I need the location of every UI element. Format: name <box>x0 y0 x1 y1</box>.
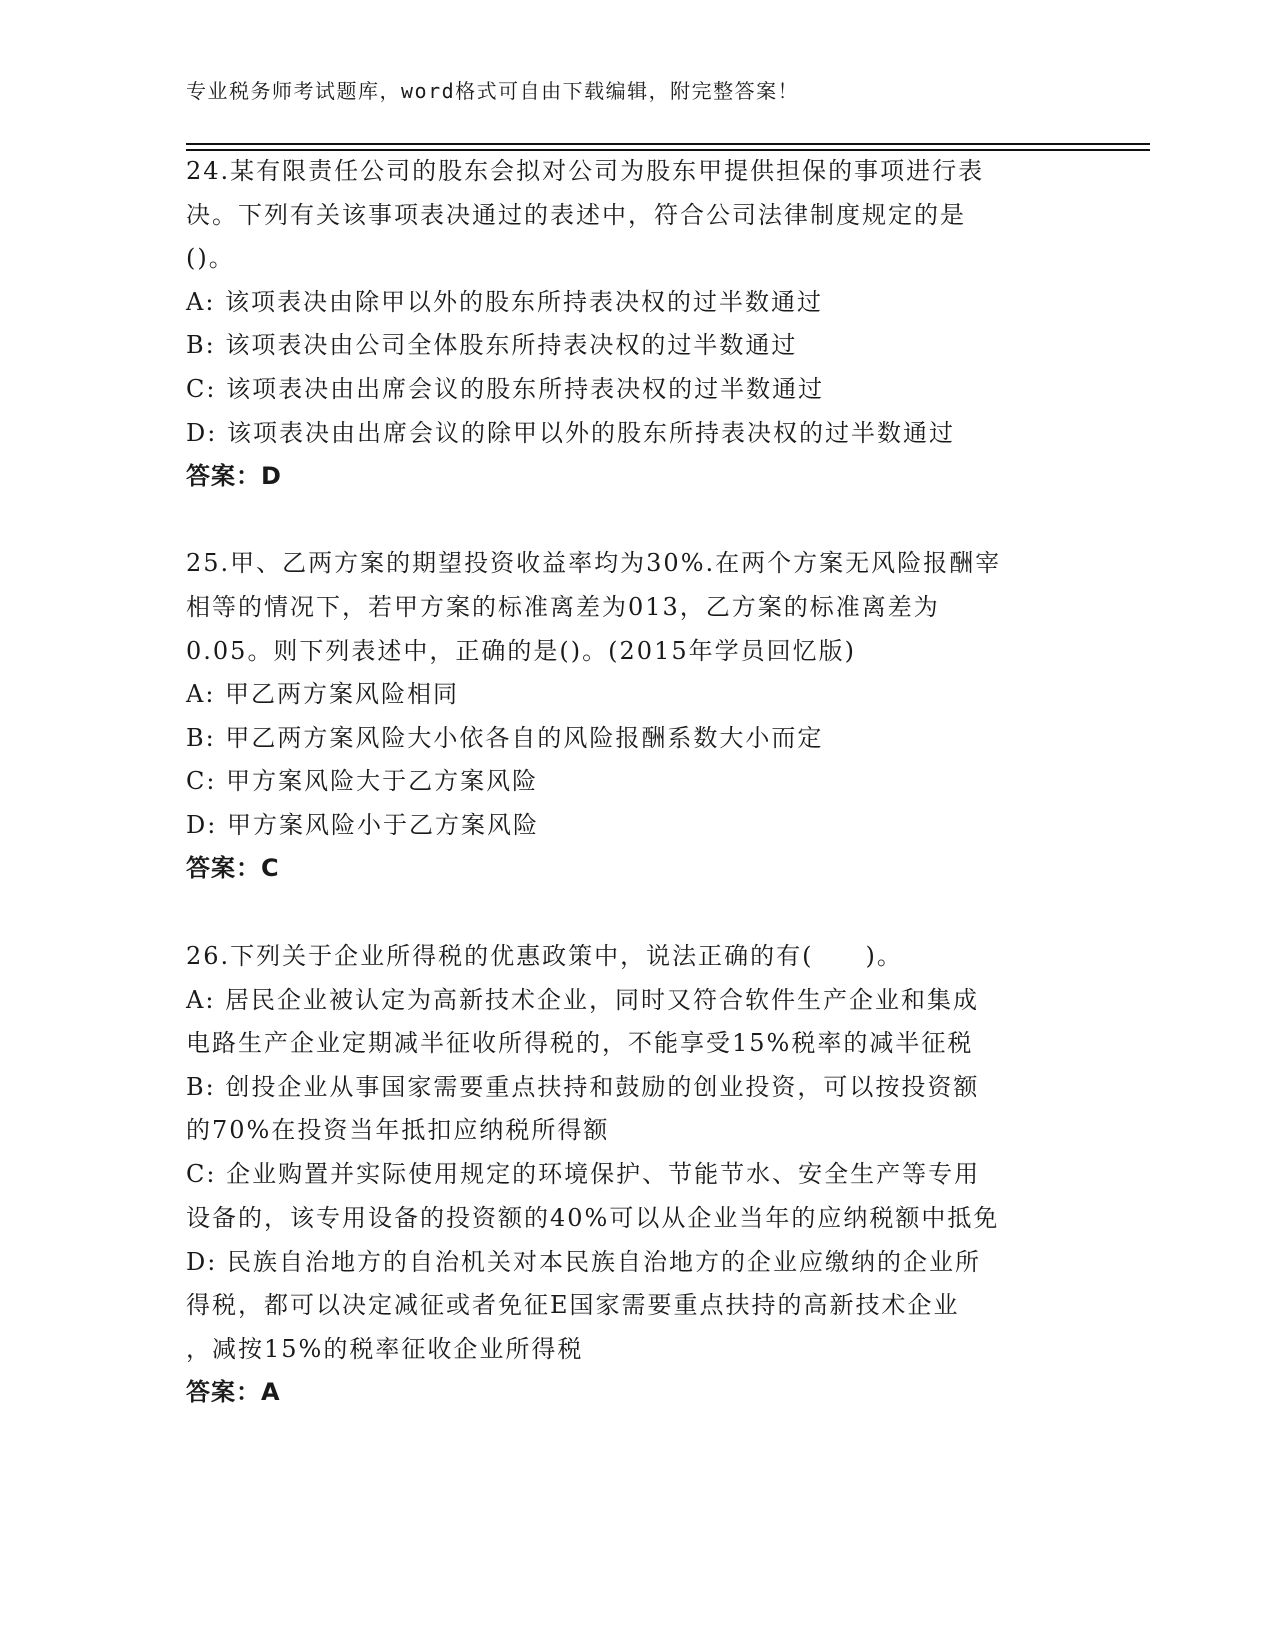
question-26-option-c-line-1: C: 企业购置并实际使用规定的环境保护、节能节水、安全生产等专用 <box>186 1160 981 1188</box>
question-25-stem-line-1: 25.甲、乙两方案的期望投资收益率均为30%.在两个方案无风险报酬宰 <box>186 549 1002 577</box>
question-26-option-a-line-2: 电路生产企业定期减半征收所得税的，不能享受15%税率的减半征税 <box>186 1029 974 1057</box>
question-24-stem-line-2: 决。下列有关该事项表决通过的表述中，符合公司法律制度规定的是 <box>186 201 966 229</box>
question-24-option-b: B: 该项表决由公司全体股东所持表决权的过半数通过 <box>186 331 798 359</box>
question-24-stem-line-1: 24.某有限责任公司的股东会拟对公司为股东甲提供担保的事项进行表 <box>186 157 985 185</box>
question-26-option-b-line-2: 的70%在投资当年抵扣应纳税所得额 <box>186 1116 610 1144</box>
question-26-option-d-line-3: ，减按15%的税率征收企业所得税 <box>186 1335 584 1363</box>
question-25-option-c: C: 甲方案风险大于乙方案风险 <box>186 767 539 795</box>
question-26-option-b-line-1: B: 创投企业从事国家需要重点扶持和鼓励的创业投资，可以按投资额 <box>186 1073 980 1101</box>
question-25-stem-line-2: 相等的情况下，若甲方案的标准离差为013，乙方案的标准离差为 <box>186 593 940 621</box>
page-header: 专业税务师考试题库，word格式可自由下载编辑，附完整答案！ <box>186 79 800 103</box>
question-26-stem-line-1: 26.下列关于企业所得税的优惠政策中，说法正确的有( )。 <box>186 942 903 970</box>
question-26-answer: 答案：A <box>186 1378 281 1406</box>
question-25-option-b: B: 甲乙两方案风险大小依各自的风险报酬系数大小而定 <box>186 724 824 752</box>
question-25-option-d: D: 甲方案风险小于乙方案风险 <box>186 811 539 839</box>
question-25-option-a: A: 甲乙两方案风险相同 <box>186 680 460 708</box>
question-25-stem-line-3: 0.05。则下列表述中，正确的是()。(2015年学员回忆版) <box>186 637 856 665</box>
question-24-option-d: D: 该项表决由出席会议的除甲以外的股东所持表决权的过半数通过 <box>186 419 955 447</box>
question-26-option-a-line-1: A: 居民企业被认定为高新技术企业，同时又符合软件生产企业和集成 <box>186 986 980 1014</box>
question-25-answer: 答案：C <box>186 854 280 882</box>
question-24-answer: 答案：D <box>186 462 282 490</box>
question-26-option-c-line-2: 设备的，该专用设备的投资额的40%可以从企业当年的应纳税额中抵免 <box>186 1204 1000 1232</box>
question-24-option-c: C: 该项表决由出席会议的股东所持表决权的过半数通过 <box>186 375 825 403</box>
header-rule-bottom <box>186 149 1150 151</box>
question-24-stem-line-3: ()。 <box>186 244 235 272</box>
question-26-option-d-line-2: 得税，都可以决定减征或者免征E国家需要重点扶持的高新技术企业 <box>186 1291 960 1319</box>
header-rule-top <box>186 143 1150 145</box>
question-24-option-a: A: 该项表决由除甲以外的股东所持表决权的过半数通过 <box>186 288 824 316</box>
question-26-option-d-line-1: D: 民族自治地方的自治机关对本民族自治地方的企业应缴纳的企业所 <box>186 1248 981 1276</box>
